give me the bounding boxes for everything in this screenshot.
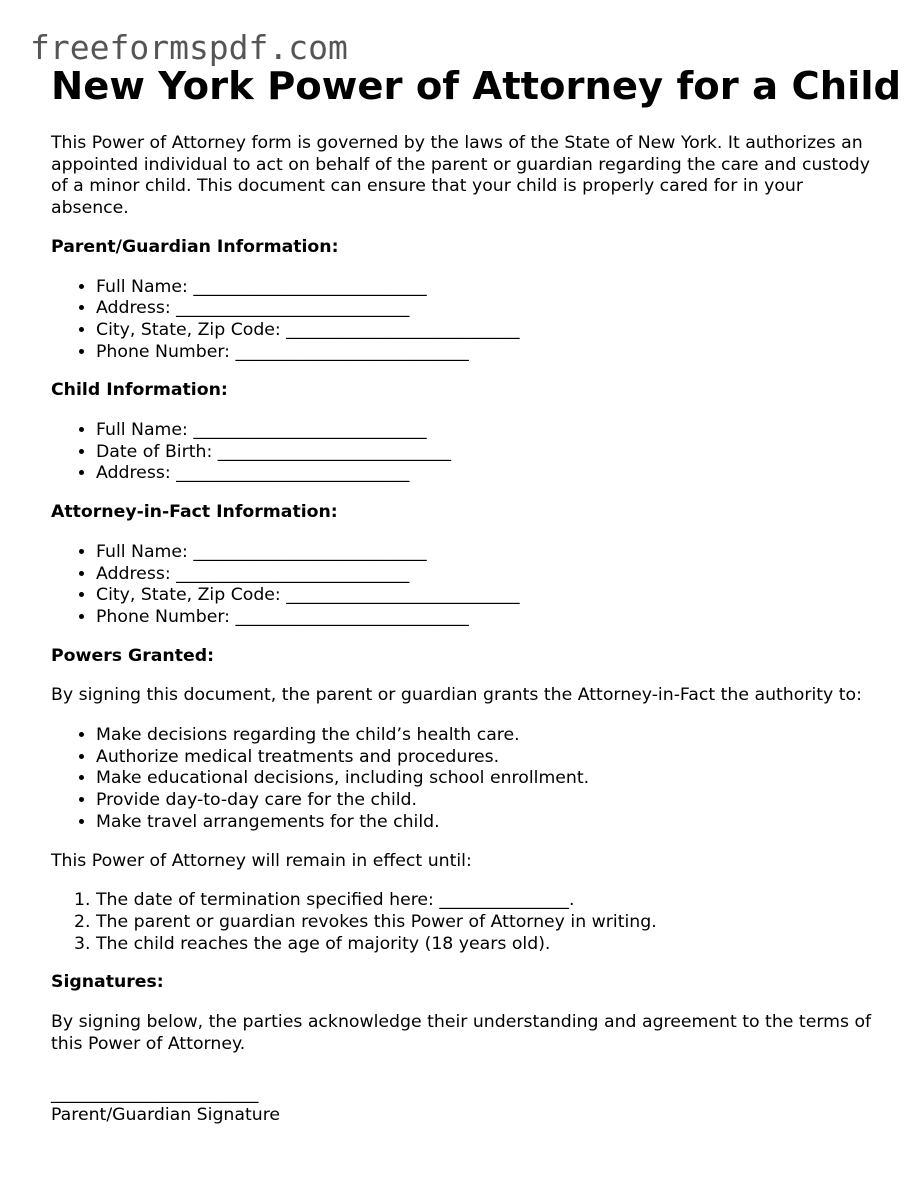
attorney-city-state-zip-field: • City, State, Zip Code: ___________________________: [96, 585, 881, 607]
attorney-info-fields: [51, 542, 881, 629]
child-address-field: • Address: ___________________________: [96, 463, 881, 485]
parent-full-name-field: • Full Name: ___________________________: [96, 277, 881, 299]
attorney-full-name-field: • Full Name: ___________________________: [96, 542, 881, 564]
powers-granted-heading: Powers Granted:: [51, 645, 214, 666]
duration-item: 2. The parent or guardian revokes this Power of Attorney in writing.: [96, 912, 881, 934]
power-item: • Authorize medical treatments and procedures.: [96, 747, 881, 769]
attorney-address-field: • Address: ___________________________: [96, 564, 881, 586]
intro-paragraph: This Power of Attorney form is governed by the laws of the State of New York. It authorizes an appointed individual to act on behalf of the parent or guardian regarding the care and custody of a minor child. This document can ensure that your child is properly cared for in your absence.: [51, 133, 870, 219]
power-item: • Make decisions regarding the child’s health care.: [96, 725, 881, 747]
signature-label: Parent/Guardian Signature: [51, 1105, 281, 1126]
document-body: [51, 133, 881, 1127]
parent-guardian-fields: [51, 277, 881, 364]
power-item: • Make educational decisions, including school enrollment.: [96, 768, 881, 790]
powers-intro: By signing this document, the parent or guardian grants the Attorney-in-Fact the authority to:: [51, 685, 862, 706]
signatures-intro: By signing below, the parties acknowledge their understanding and agreement to the terms of this Power of Attorney.: [51, 1012, 872, 1054]
child-dob-field: • Date of Birth: ___________________________: [96, 442, 881, 464]
parent-signature-block: [51, 1084, 881, 1127]
signature-line: ________________________: [51, 1083, 259, 1104]
parent-guardian-heading: Parent/Guardian Information:: [51, 236, 339, 257]
attorney-phone-field: • Phone Number: ___________________________: [96, 607, 881, 629]
duration-intro: This Power of Attorney will remain in effect until:: [51, 850, 472, 871]
child-full-name-field: • Full Name: ___________________________: [96, 420, 881, 442]
parent-phone-field: • Phone Number: ___________________________: [96, 342, 881, 364]
parent-city-state-zip-field: • City, State, Zip Code: ___________________________: [96, 320, 881, 342]
document-title: New York Power of Attorney for a Child: [51, 64, 902, 109]
powers-list: [51, 725, 881, 834]
attorney-info-heading: Attorney-in-Fact Information:: [51, 502, 338, 523]
child-info-heading: Child Information:: [51, 380, 228, 401]
child-info-fields: [51, 420, 881, 485]
duration-item: 3. The child reaches the age of majority (18 years old).: [96, 934, 881, 956]
duration-item: 1. The date of termination specified here: _______________.: [96, 890, 881, 912]
power-item: • Make travel arrangements for the child.: [96, 812, 881, 834]
site-watermark: freeformspdf.com: [30, 28, 348, 67]
parent-address-field: • Address: ___________________________: [96, 298, 881, 320]
signatures-heading: Signatures:: [51, 972, 164, 993]
duration-list: [51, 890, 881, 955]
power-item: • Provide day-to-day care for the child.: [96, 790, 881, 812]
